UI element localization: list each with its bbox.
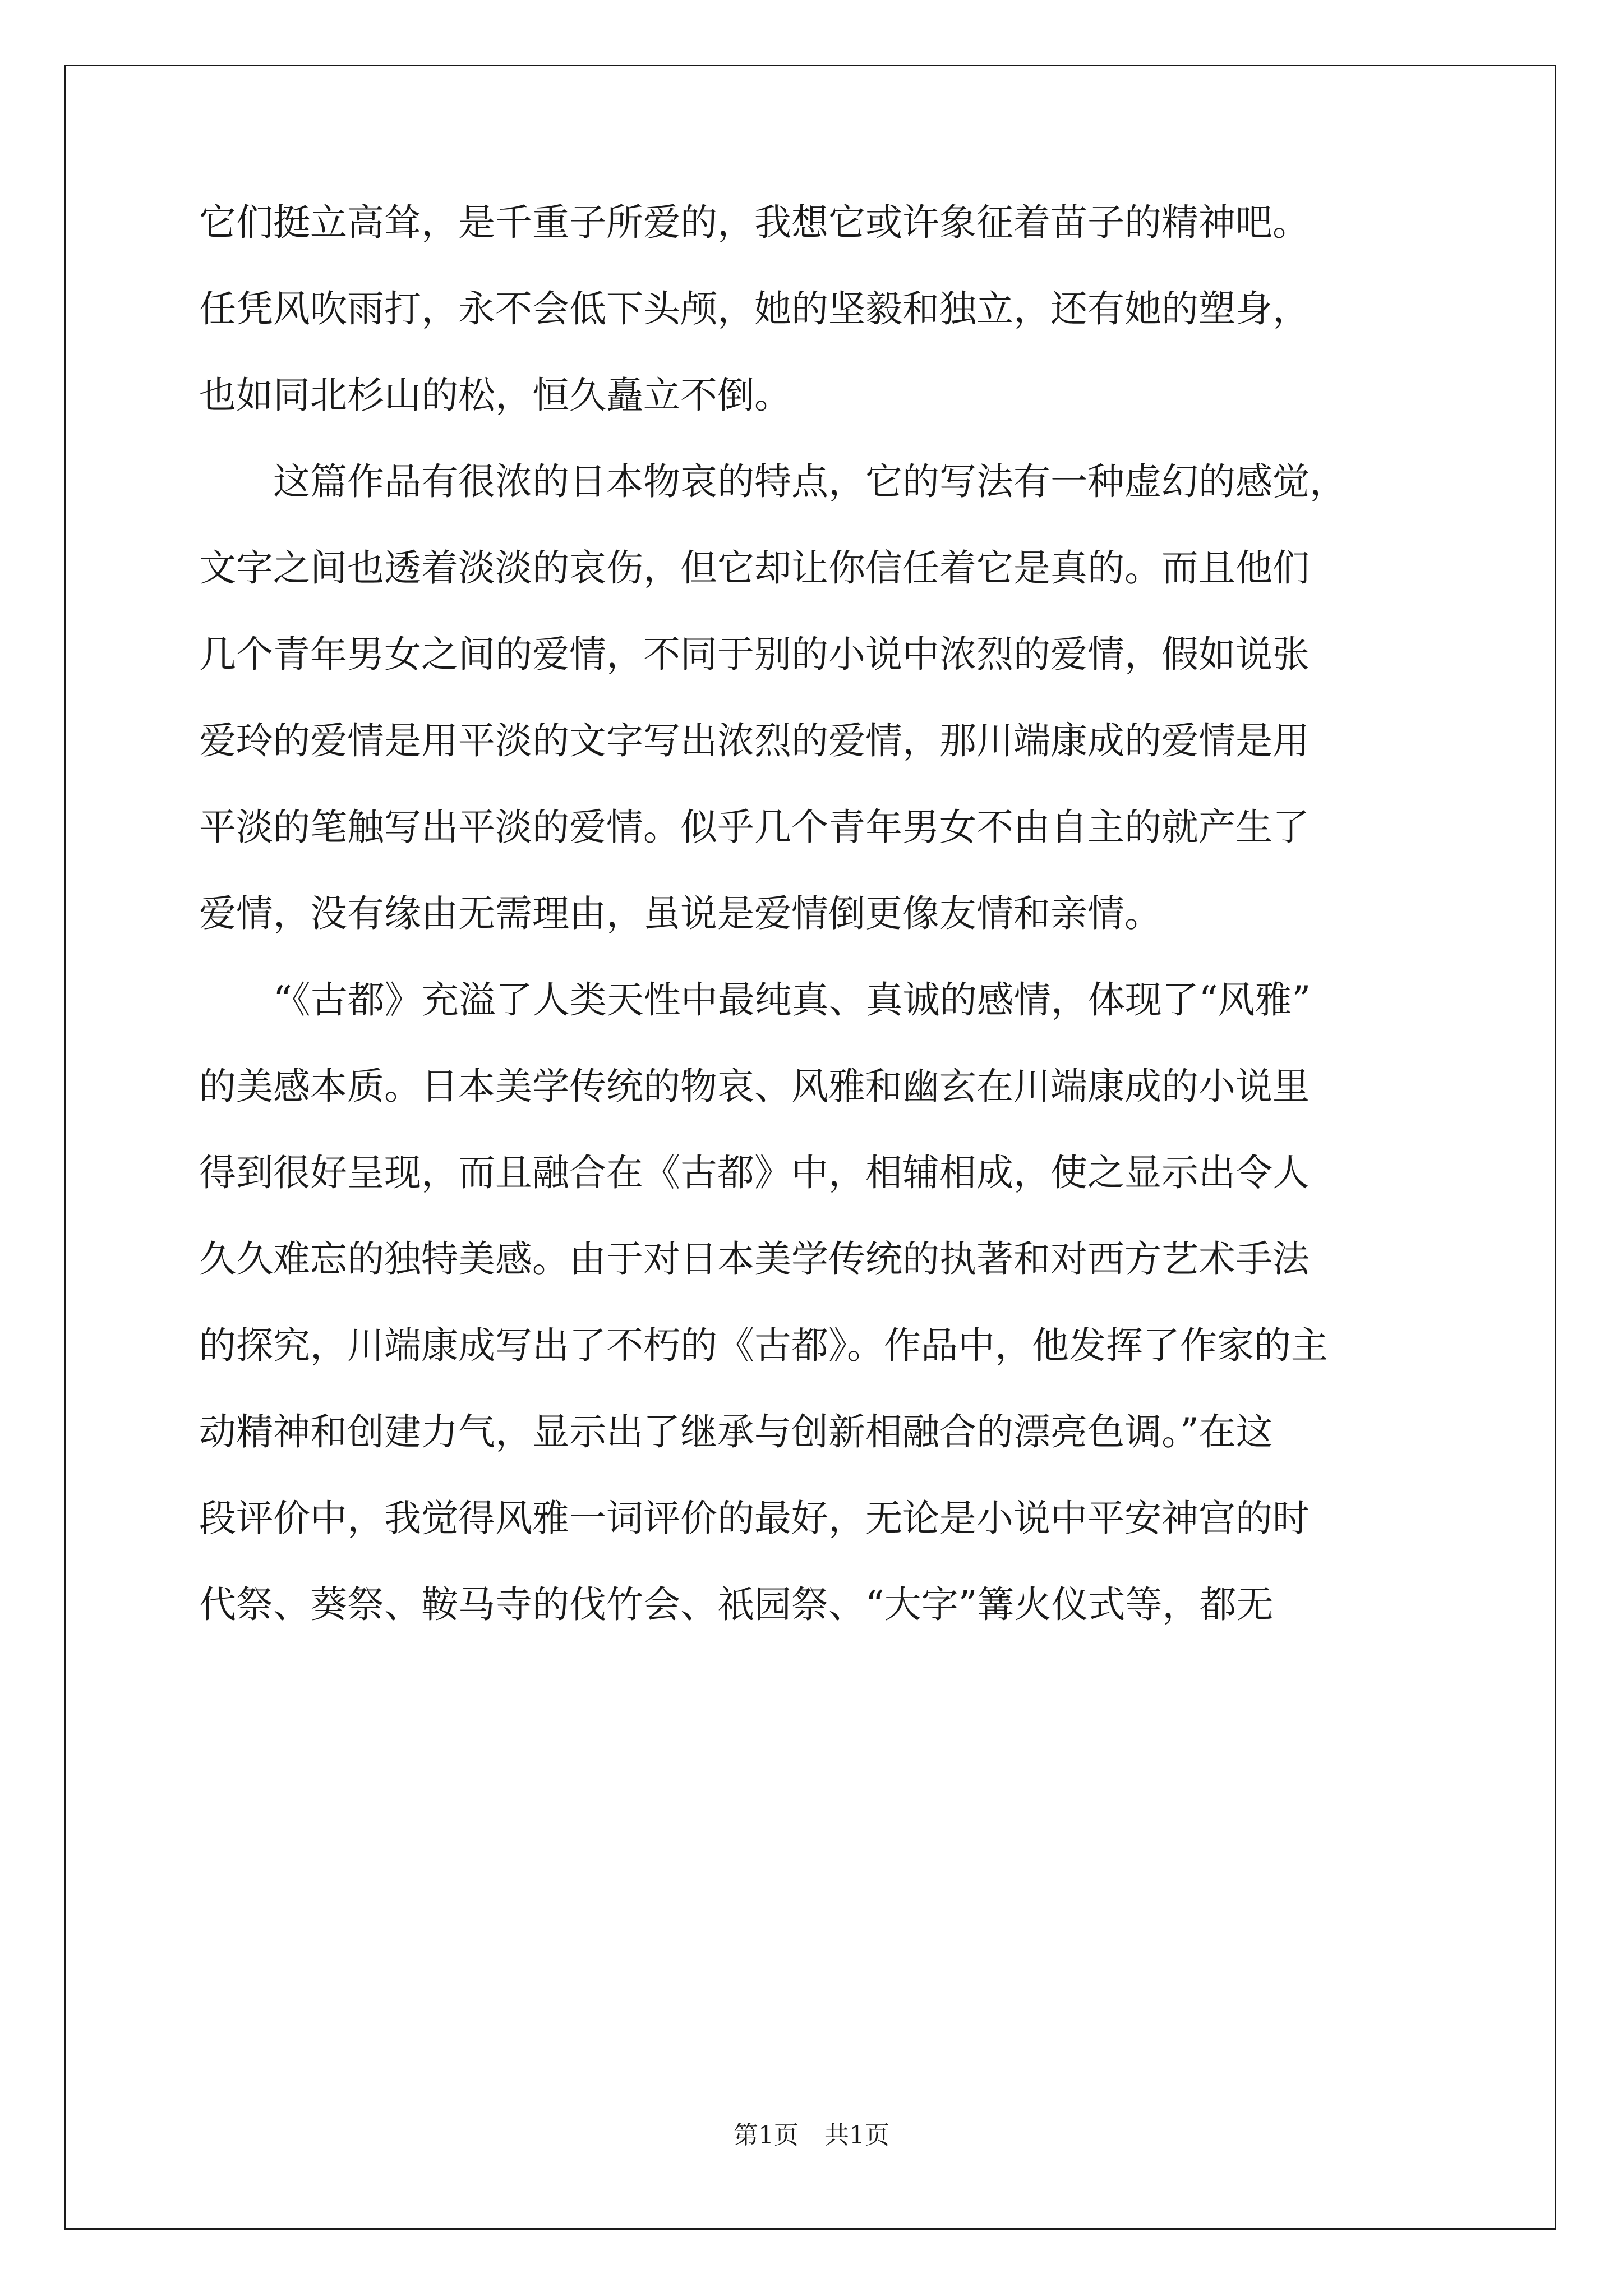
document-body bbox=[199, 180, 1455, 1648]
text-line: 动精神和创建力气，显示出了继承与创新相融合的漂亮色调。”在这 bbox=[199, 1410, 1273, 1453]
text-line: 段评价中，我觉得风雅一词评价的最好，无论是小说中平安神宫的时 bbox=[199, 1497, 1310, 1540]
text-line: 爱情，没有缘由无需理由，虽说是爱情倒更像友情和亲情。 bbox=[199, 892, 1161, 935]
text-line: 爱玲的爱情是用平淡的文字写出浓烈的爱情，那川端康成的爱情是用 bbox=[199, 719, 1310, 762]
text-line: 久久难忘的独特美感。由于对日本美学传统的执著和对西方艺术手法 bbox=[199, 1237, 1310, 1281]
text-line: 平淡的笔触写出平淡的爱情。似乎几个青年男女不由自主的就产生了 bbox=[199, 806, 1310, 849]
text-line: 的探究，川端康成写出了不朽的《古都》。作品中，他发挥了作家的主 bbox=[199, 1324, 1328, 1367]
text-line: 文字之间也透着淡淡的哀伤，但它却让你信任着它是真的。而且他们 bbox=[199, 546, 1310, 590]
text-line: 这篇作品有很浓的日本物哀的特点，它的写法有一种虚幻的感觉， bbox=[199, 460, 1347, 503]
text-line: 得到很好呈现，而且融合在《古都》中，相辅相成，使之显示出令人 bbox=[199, 1151, 1310, 1194]
text-line: 几个青年男女之间的爱情，不同于别的小说中浓烈的爱情，假如说张 bbox=[199, 633, 1310, 676]
text-line: 也如同北杉山的松，恒久矗立不倒。 bbox=[199, 374, 791, 417]
text-line: “《古都》充溢了人类天性中最纯真、真诚的感情，体现了“风雅” bbox=[199, 978, 1311, 1022]
text-line: 任凭风吹雨打，永不会低下头颅，她的坚毅和独立，还有她的塑身， bbox=[199, 287, 1310, 330]
text-line: 它们挺立高耸，是千重子所爱的，我想它或许象征着苗子的精神吧。 bbox=[199, 201, 1310, 244]
page-total: 共1页 bbox=[824, 2121, 889, 2150]
text-line: 代祭、葵祭、鞍马寺的伐竹会、祇园祭、“大字”篝火仪式等，都无 bbox=[199, 1583, 1274, 1626]
text-line: 的美感本质。日本美学传统的物哀、风雅和幽玄在川端康成的小说里 bbox=[199, 1065, 1310, 1108]
page-footer bbox=[0, 2115, 1623, 2151]
page-number: 第1页 bbox=[734, 2121, 799, 2150]
